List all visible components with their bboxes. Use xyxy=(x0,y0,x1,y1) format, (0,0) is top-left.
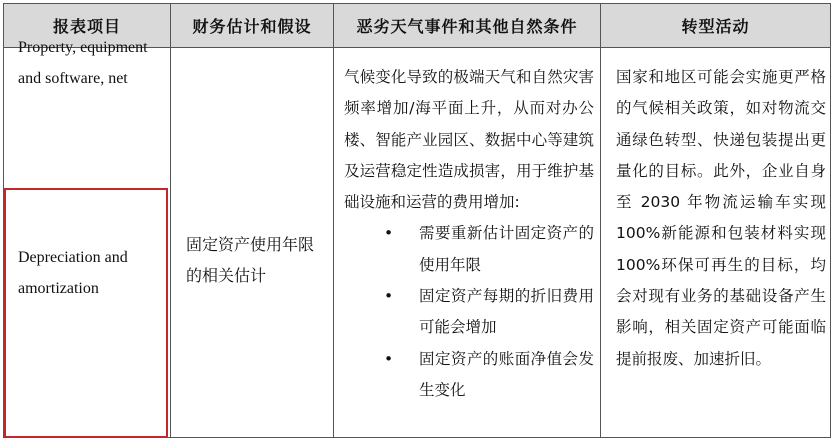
bullet-text: 固定资产的账面净值会发生变化 xyxy=(419,349,594,399)
column-divider xyxy=(600,4,601,437)
list-item xyxy=(344,344,594,407)
header-estimate: 财务估计和假设 xyxy=(192,17,312,36)
highlight-box xyxy=(4,188,168,438)
header-transition: 转型活动 xyxy=(681,17,750,36)
list-item xyxy=(344,218,594,281)
list-item xyxy=(344,281,594,344)
column-divider xyxy=(170,4,171,437)
estimate-text: 固定资产使用年限的相关估计 xyxy=(186,235,315,285)
header-item: 报表项目 xyxy=(52,17,121,36)
transition-text: 国家和地区可能会实施更严格的气候相关政策，如对物流交通绿色转型、快递包装提出更量化的目标。此外，企业自身至 2030 年物流运输车实现 100%新能源和包装材料实现 100%环保可再生的目标，均会对现有业务的基础设备产生影响，相关固定资产可能面临提前报废、加速折旧。 xyxy=(616,68,826,368)
bullet-text: 需要重新估计固定资产的使用年限 xyxy=(419,224,594,274)
bullet-icon: • xyxy=(384,224,394,243)
bullet-icon: • xyxy=(384,349,394,368)
report-item-depreciation: Depreciation and amortization xyxy=(18,249,128,297)
weather-intro: 气候变化导致的极端天气和自然灾害频率增加/海平面上升，从而对办公楼、智能产业园区、数据中心等建筑及运营稳定性造成损害，用于维护基础设施和运营的费用增加: xyxy=(344,68,594,212)
weather-cell xyxy=(344,62,594,406)
weather-bullet-list xyxy=(344,218,594,406)
report-item-property: Property, equipment and software, net xyxy=(18,39,148,87)
bullet-text: 固定资产每期的折旧费用可能会增加 xyxy=(419,287,594,337)
data-table xyxy=(3,3,831,438)
header-weather: 恶劣天气事件和其他自然条件 xyxy=(356,17,578,36)
bullet-icon: • xyxy=(384,287,394,306)
column-divider xyxy=(333,4,334,437)
